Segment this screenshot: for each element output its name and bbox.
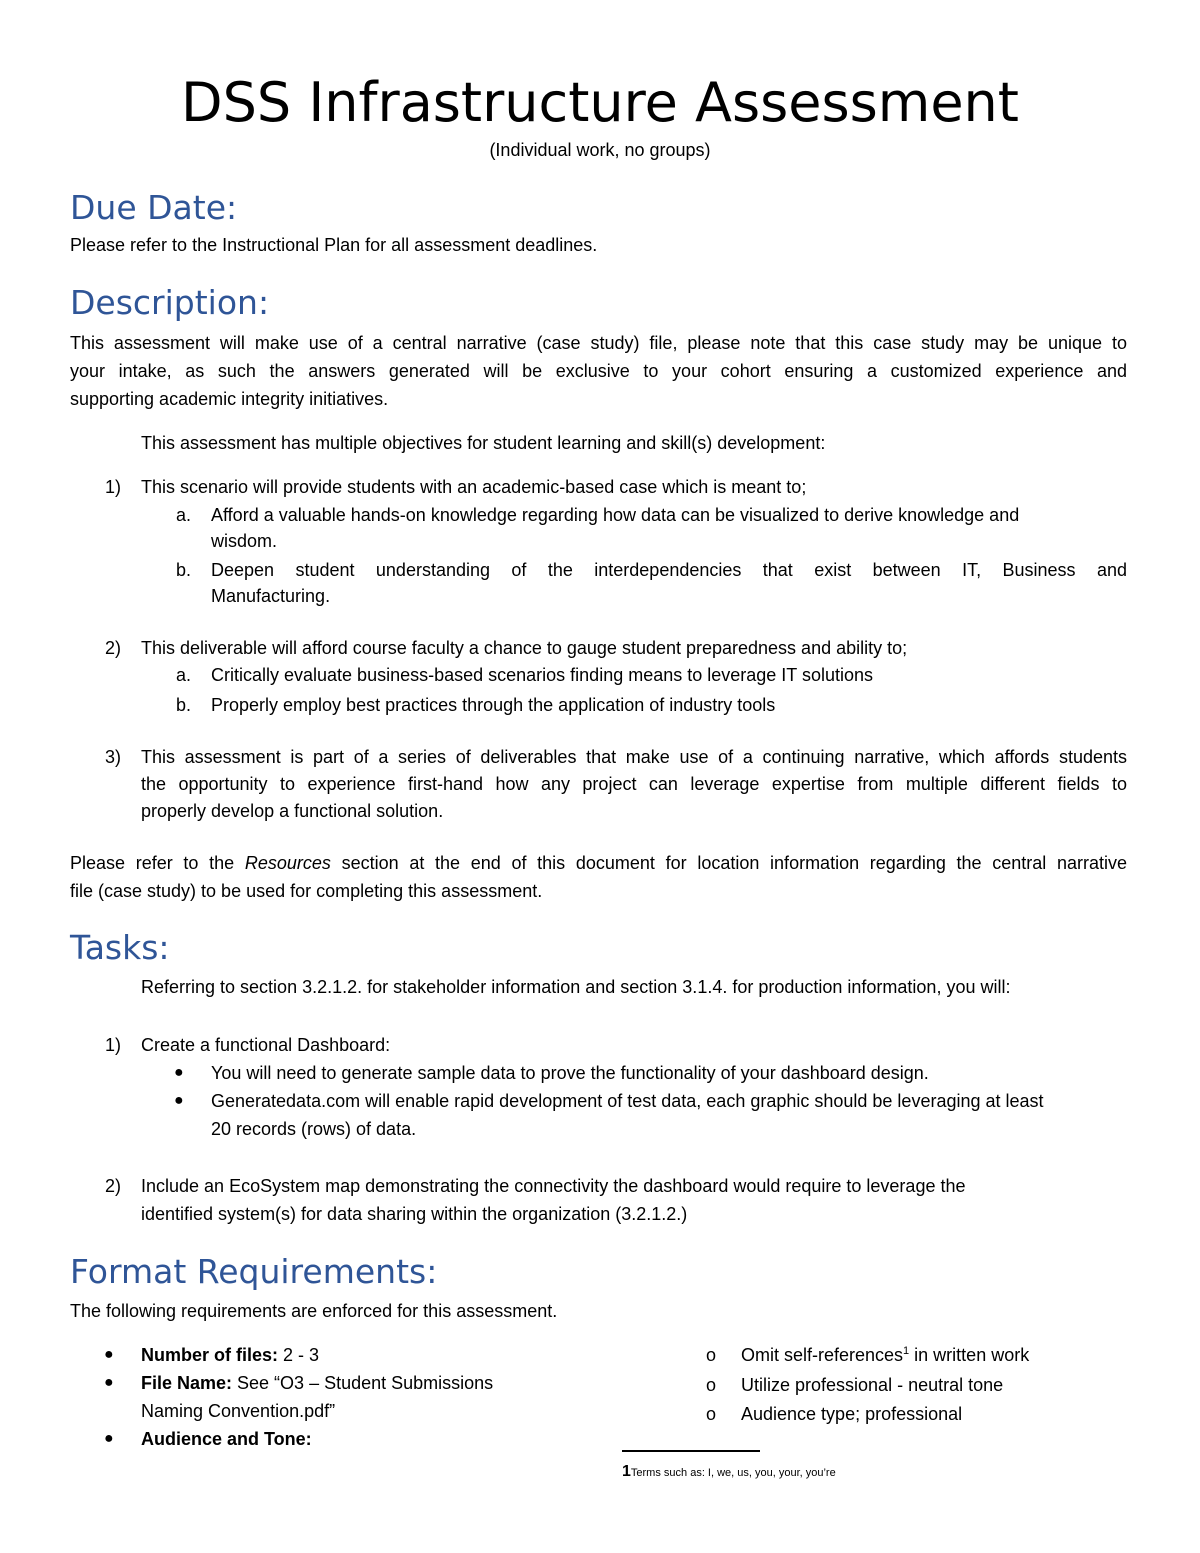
sub-item: Properly employ best practices through the application of industry tools (211, 695, 776, 715)
requirement-audience-type: Audience type; professional (741, 1404, 963, 1424)
bullet-icon: ● (104, 1430, 114, 1447)
requirement-file-name: File Name: See “O3 – Student Submissions (141, 1373, 494, 1393)
sub-item: Deepen student understanding of the interdependencies that exist between IT, Business and (211, 560, 1127, 580)
resources-line-2: file (case study) to be used for completing this assessment. (70, 881, 543, 901)
bullet-icon: ● (104, 1374, 114, 1391)
list-item: This deliverable will afford course faculty a chance to gauge student preparedness and ability to; (141, 638, 908, 658)
format-heading: Format Requirements: (70, 1252, 438, 1291)
list-item: Include an EcoSystem map demonstrating the connectivity the dashboard would require to leverage the (141, 1176, 966, 1196)
list-item-number: 1) (105, 1035, 122, 1055)
due-date-heading: Due Date: (70, 188, 238, 227)
sub-item-continued: Manufacturing. (211, 586, 331, 606)
sub-item-letter: a. (176, 665, 192, 685)
resources-word: Resources (244, 853, 331, 873)
requirement-files: Number of files: 2 - 3 (141, 1345, 320, 1365)
bullet-icon: ● (104, 1346, 114, 1363)
bullet-item-continued: 20 records (rows) of data. (211, 1119, 417, 1139)
sub-item: Critically evaluate business-based scenarios finding means to leverage IT solutions (211, 665, 874, 685)
list-item: This scenario will provide students with an academic-based case which is meant to; (141, 477, 807, 497)
requirement-audience: Audience and Tone: (141, 1429, 312, 1449)
bullet-item: You will need to generate sample data to prove the functionality of your dashboard design. (211, 1063, 929, 1083)
footnote-text: Terms such as: I, we, us, you, your, you’re (630, 1467, 836, 1479)
page-title: DSS Infrastructure Assessment (181, 71, 1019, 134)
objectives-intro: This assessment has multiple objectives for student learning and skill(s) development: (141, 433, 826, 453)
due-date-text: Please refer to the Instructional Plan for all assessment deadlines. (70, 235, 598, 255)
page-subtitle: (Individual work, no groups) (489, 140, 711, 160)
description-line-3: supporting academic integrity initiatives. (70, 389, 389, 409)
resources-line-1: Please refer to the Resources section at the end of this document for location information regarding the central narrative (70, 853, 1127, 873)
bullet-icon: ● (174, 1064, 184, 1081)
requirement-file-name-continued: Naming Convention.pdf” (141, 1401, 336, 1421)
list-item: This assessment is part of a series of deliverables that make use of a continuing narrative, which affords students (141, 747, 1127, 767)
list-item: Create a functional Dashboard: (141, 1035, 391, 1055)
list-item-continued: identified system(s) for data sharing within the organization (3.2.1.2.) (141, 1204, 688, 1224)
footnote-marker: 1 (903, 1345, 910, 1357)
list-item-number: 1) (105, 477, 122, 497)
format-intro: The following requirements are enforced for this assessment. (70, 1301, 558, 1321)
footnote (622, 1462, 836, 1483)
circle-bullet-icon: o (706, 1345, 717, 1365)
sub-item-letter: b. (176, 695, 192, 715)
description-line-2: your intake, as such the answers generated will be exclusive to your cohort ensuring a customized experience and (70, 361, 1127, 381)
sub-item-letter: a. (176, 505, 192, 525)
description-heading: Description: (70, 283, 270, 322)
sub-item-continued: wisdom. (211, 531, 278, 551)
list-item-number: 2) (105, 638, 122, 658)
sub-item: Afford a valuable hands-on knowledge regarding how data can be visualized to derive knowledge and (211, 505, 1020, 525)
description-line-1: This assessment will make use of a central narrative (case study) file, please note that this case study may be unique to (70, 333, 1127, 353)
footnote-number: 1 (622, 1463, 631, 1480)
list-item-number: 2) (105, 1176, 122, 1196)
bullet-icon: ● (174, 1092, 184, 1109)
requirement-tone: Utilize professional - neutral tone (741, 1375, 1004, 1395)
list-item-number: 3) (105, 747, 122, 767)
tasks-intro: Referring to section 3.2.1.2. for stakeholder information and section 3.1.4. for production information, you will: (141, 977, 1011, 997)
bullet-item: Generatedata.com will enable rapid development of test data, each graphic should be leveraging at least (211, 1091, 1044, 1111)
requirement-omit-self-references: Omit self-references$^1$ in written work (741, 1345, 1030, 1365)
tasks-heading: Tasks: (70, 928, 170, 967)
footnote-separator (622, 1450, 760, 1452)
circle-bullet-icon: o (706, 1404, 717, 1424)
sub-item-letter: b. (176, 560, 192, 580)
list-item-continued: the opportunity to experience first-hand how any project can leverage expertise from multiple different fields to (141, 774, 1127, 794)
list-item-continued: properly develop a functional solution. (141, 801, 444, 821)
circle-bullet-icon: o (706, 1375, 717, 1395)
